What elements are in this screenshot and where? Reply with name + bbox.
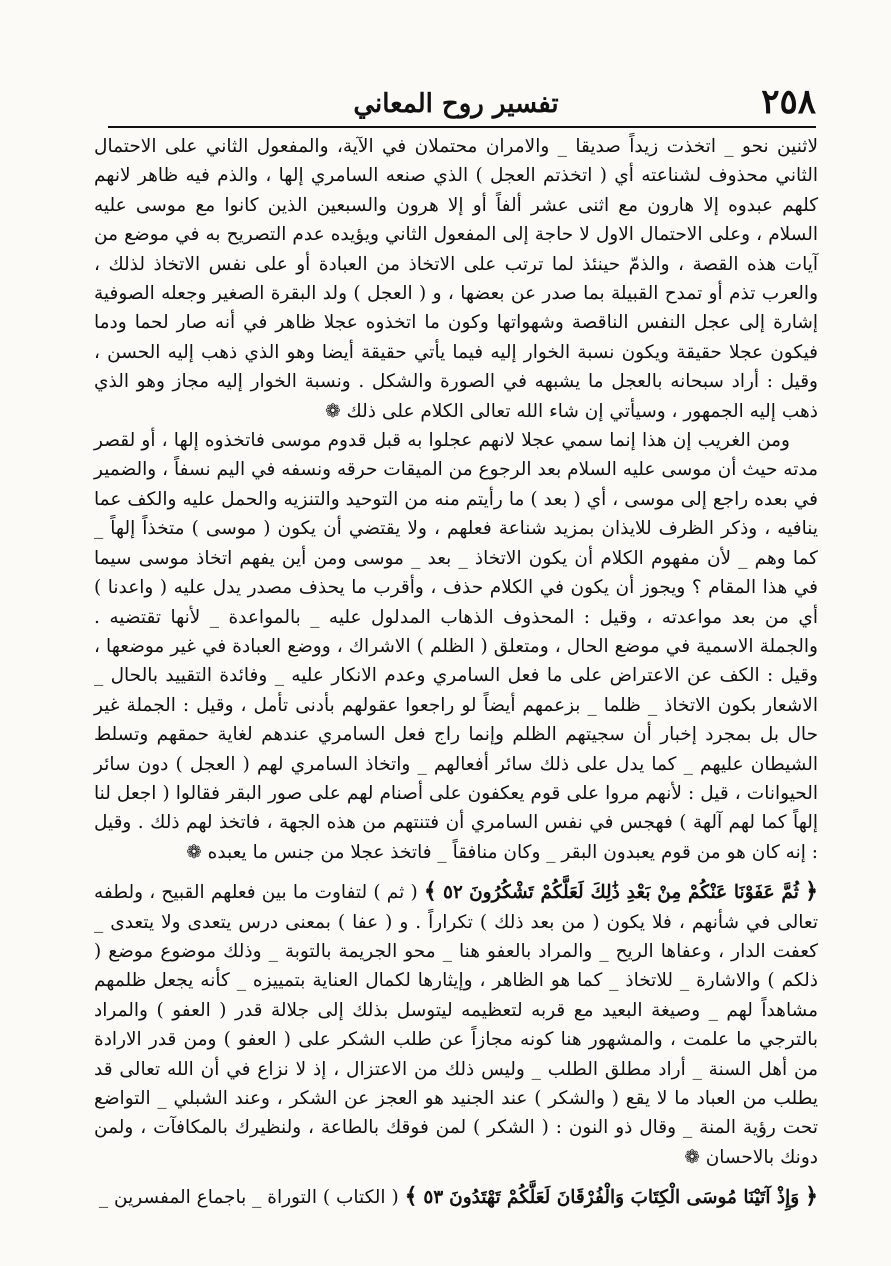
paragraph-2: ومن الغريب إن هذا إنما سمي عجلا لانهم عجلوا به قبل قدوم موسى فاتخذوه إلها ، أو لقصر مدته حيث أن موسى عليه السلام بعد الرجوع من الميقات حرقه ونسفه في اليم نسفاً ، والضمير في بعده راجع إلى موسى ، أي ( بعد ) ما رأيتم منه من التوحيد والتنزيه والحمل عليه والكف عما ينافيه ، وذكر الظرف للايذان بمزيد شناعة فعلهم ، ولا يقتضي أن يكون ( موسى ) متخذاً إلهاً _ كما وهم _ لأن مفهوم الكلام أن يكون الاتخاذ _ بعد _ موسى ومن أين يفهم اتخاذ موسى سيما في هذا المقام ؟ ويجوز أن يكون في الكلام حذف ، وأقرب ما يحذف مصدر يدل عليه ( واعدنا ) أي من بعد مواعدته ، وقيل : المحذوف الذهاب المدلول عليه _ بالمواعدة _ لأنها تقتضيه . والجملة الاسمية في موضع الحال ، ومتعلق ( الظلم ) الاشراك ، ووضع العبادة في غير موضعها ، وقيل : الكف عن الاعتراض على ما فعل السامري وعدم الانكار عليه _ وفائدة التقييد بالحال _ الاشعار بكون الاتخاذ _ ظلما _ بزعمهم أيضاً لو راجعوا عقولهم بأدنى تأمل ، وقيل : الجملة غير حال بل بمجرد إخبار أن سجيتهم الظلم وإنما راج فعل السامري عندهم لغاية حمقهم وتسلط الشيطان عليهم _ كما يدل على ذلك سائر أفعالهم _ واتخاذ السامري لهم ( العجل ) دون سائر الحيوانات ، قيل : لأنهم مروا على قوم يعكفون على أصنام لهم على صور البقر فقالوا ( اجعل لنا إلهاً كما لهم آلهة ) فهجس في نفس السامري أن فتنتهم من هذه الجهة ، فاتخذ لهم ذلك . وقيل : إنه كان هو من قوم يعبدون البقر _ وكان منافقاً _ فاتخذ عجلا من جنس ما يعبده ❁ [94, 430, 818, 863]
header-rule [108, 126, 816, 128]
verse-52-paragraph [94, 877, 818, 1172]
verse-53-number: ٥٣ [423, 1187, 444, 1209]
verse-52-number: ٥٢ [443, 882, 463, 904]
paragraph-1: لاثنين نحو _ اتخذت زيداً صديقا _ والامران محتملان في الآية، والمفعول الثاني على الاحتمال الثاني محذوف لشناعته أي ( اتخذتم العجل ) الذي صنعه السامري إلها ، والذم فيه ظاهر لانهم كلهم عبدوه إلا هارون مع اثنى عشر ألفاً أو إلا هرون والسبعين الذين كانوا مع موسى عليه السلام ، وعلى الاحتمال الاول لا حاجة إلى المفعول الثاني ويؤيده عدم التصريح به في موضع من آيات هذه القصة ، والذمّ حينئذ لما ترتب على الاتخاذ من العبادة أو على نفس الاتخاذ لذلك ، والعرب تذم أو تمدح القبيلة بما صدر عن بعضها ، و ( العجل ) ولد البقرة الصغير وجعله الصوفية إشارة إلى عجل النفس الناقصة وشهواتها وكون ما اتخذوه عجلا ظاهر في أنه صار لحما ودما فيكون عجلا حقيقة ويكون نسبة الخوار إليه فيما يأتي حقيقة أيضا وهو الذي ذهب إليه الحسن ، وقيل : أراد سبحانه بالعجل ما يشبهه في الصورة والشكل . ونسبة الخوار إليه مجاز وهو الذي ذهب إليه الجمهور ، وسيأتي إن شاء الله تعالى الكلام على ذلك ❁ [94, 136, 818, 422]
verse-53-paragraph [94, 1182, 818, 1212]
verse-close-bracket: ﴾ [423, 878, 437, 905]
page-body [94, 132, 818, 1232]
verse-53-text: وَإِذْ آتَيْنَا مُوسَى الْكِتَابَ وَالْفُرْقَانَ لَعَلَّكُمْ تَهْتَدُونَ [449, 1187, 800, 1209]
running-title: تفسير روح المعاني [353, 89, 559, 119]
verse-52-commentary: ( ثم ) لتفاوت ما بين فعلهم القبيح ، ولطفه تعالى في شأنهم ، فلا يكون ( من بعد ذلك ) تكراراً . و ( عفا ) بمعنى درس يتعدى ولا يتعدى _ كعفت الدار ، وعفاها الريح _ والمراد بالعفو هنا _ محو الجريمة بالتوبة _ وذلك موضوع موضع ( ذلكم ) والاشارة _ للاتخاذ _ كما هو الظاهر ، وإيثارها لكمال العناية بتمييزه _ كأنه يجعل ظلمهم مشاهداً لهم _ وصيغة البعيد مع قربه لتعظيمه ليتوسل بذلك إلى جلالة قدر ( العفو ) والمراد بالترجي ما علمت ، والمشهور هنا كونه مجازاً عن طلب الشكر على ( العفو ) ومن قدر الارادة من أهل السنة _ أراد مطلق الطلب _ وليس ذلك من الاعتزال ، إذ لا نزاع في أن الله تعالى قد يطلب من العباد ما لا يقع ( والشكر ) عند الجنيد هو العجز عن الشكر ، وعند الشبلي _ التواضع تحت رؤية المنة _ وقال ذو النون : ( الشكر ) لمن فوقك بالطاعة ، ولنظيرك بالمكافآت ، ولمن دونك بالاحسان ❁ [94, 882, 818, 1168]
page-number: ٢٥٨ [761, 82, 816, 122]
verse-close-bracket: ﴾ [404, 1183, 418, 1210]
page-header [96, 80, 816, 126]
verse-53-commentary: ( الكتاب ) التوراة _ باجماع المفسرين _ [98, 1187, 399, 1209]
verse-52-text: ثُمَّ عَفَوْنَا عَنْكُمْ مِنْ بَعْدِ ذَٰلِكَ لَعَلَّكُمْ تَشْكُرُونَ [469, 882, 799, 904]
verse-open-bracket: ﴿ [805, 878, 818, 905]
verse-open-bracket: ﴿ [805, 1183, 818, 1210]
